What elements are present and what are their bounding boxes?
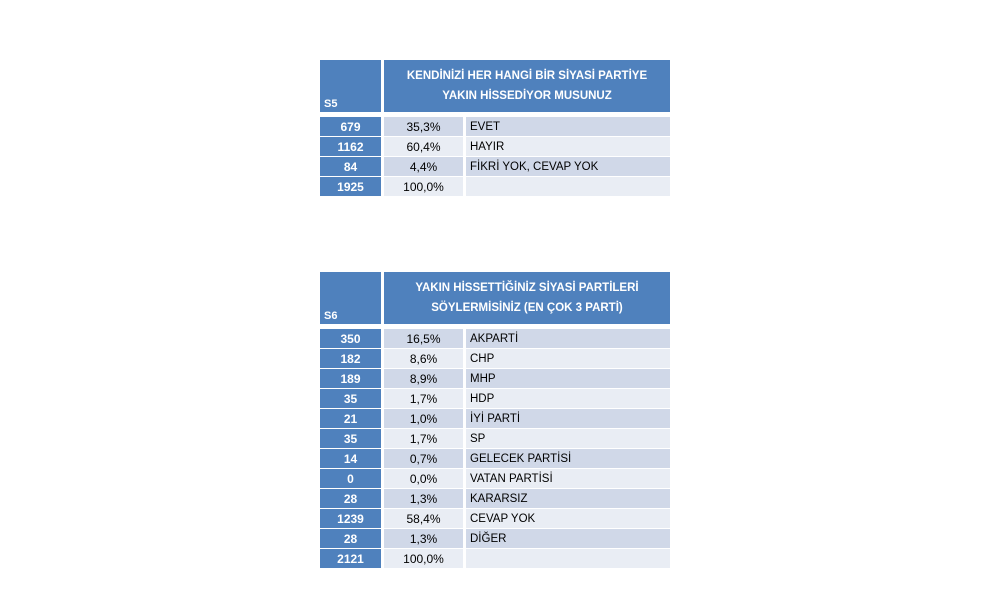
row-count: 189 <box>320 369 381 388</box>
row-label: CHP <box>466 349 670 368</box>
row-count: 1162 <box>320 137 381 156</box>
row-percent: 60,4% <box>384 137 463 156</box>
row-percent: 16,5% <box>384 329 463 348</box>
question-code: S5 <box>320 60 381 112</box>
table-row <box>320 489 670 508</box>
table-row <box>320 329 670 348</box>
row-label: İYİ PARTİ <box>466 409 670 428</box>
row-percent: 1,3% <box>384 529 463 548</box>
row-count: 84 <box>320 157 381 176</box>
row-label: EVET <box>466 117 670 136</box>
question-text: YAKIN HİSSETTİĞİNİZ SİYASİ PARTİLERİ SÖYLERMİSİNİZ (EN ÇOK 3 PARTİ) <box>384 272 670 324</box>
table-row <box>320 409 670 428</box>
row-percent: 8,6% <box>384 349 463 368</box>
row-count: 0 <box>320 469 381 488</box>
row-percent: 1,7% <box>384 389 463 408</box>
row-percent: 35,3% <box>384 117 463 136</box>
row-count: 350 <box>320 329 381 348</box>
row-percent: 100,0% <box>384 177 463 196</box>
row-count: 28 <box>320 529 381 548</box>
row-label: DİĞER <box>466 529 670 548</box>
row-label: HAYIR <box>466 137 670 156</box>
row-percent: 1,0% <box>384 409 463 428</box>
row-count: 1925 <box>320 177 381 196</box>
row-label: CEVAP YOK <box>466 509 670 528</box>
table-row <box>320 529 670 548</box>
row-count: 35 <box>320 389 381 408</box>
row-count: 1239 <box>320 509 381 528</box>
survey-table-s6 <box>320 272 670 569</box>
question-code: S6 <box>320 272 381 324</box>
row-label <box>466 177 670 196</box>
row-percent: 8,9% <box>384 369 463 388</box>
row-label: KARARSIZ <box>466 489 670 508</box>
row-label <box>466 549 670 568</box>
row-count: 28 <box>320 489 381 508</box>
row-percent: 100,0% <box>384 549 463 568</box>
row-label: GELECEK PARTİSİ <box>466 449 670 468</box>
table-row <box>320 509 670 528</box>
question-text: KENDİNİZİ HER HANGİ BİR SİYASİ PARTİYE YAKIN HİSSEDİYOR MUSUNUZ <box>384 60 670 112</box>
row-label: AKPARTİ <box>466 329 670 348</box>
table-row <box>320 117 670 136</box>
row-label: MHP <box>466 369 670 388</box>
row-label: SP <box>466 429 670 448</box>
table-row <box>320 449 670 468</box>
table-row <box>320 157 670 176</box>
table-header <box>320 60 670 112</box>
table-row <box>320 429 670 448</box>
table-row <box>320 389 670 408</box>
table-row <box>320 549 670 568</box>
row-count: 182 <box>320 349 381 368</box>
row-count: 2121 <box>320 549 381 568</box>
row-percent: 0,0% <box>384 469 463 488</box>
table-row <box>320 137 670 156</box>
row-percent: 1,3% <box>384 489 463 508</box>
row-label: FİKRİ YOK, CEVAP YOK <box>466 157 670 176</box>
row-count: 35 <box>320 429 381 448</box>
row-count: 679 <box>320 117 381 136</box>
row-percent: 0,7% <box>384 449 463 468</box>
row-percent: 4,4% <box>384 157 463 176</box>
row-percent: 1,7% <box>384 429 463 448</box>
row-label: VATAN PARTİSİ <box>466 469 670 488</box>
row-label: HDP <box>466 389 670 408</box>
table-header <box>320 272 670 324</box>
row-count: 14 <box>320 449 381 468</box>
table-row <box>320 369 670 388</box>
table-row <box>320 177 670 196</box>
row-percent: 58,4% <box>384 509 463 528</box>
table-row <box>320 349 670 368</box>
table-row <box>320 469 670 488</box>
table-rows <box>320 117 670 197</box>
survey-table-s5 <box>320 60 670 197</box>
table-rows <box>320 329 670 569</box>
row-count: 21 <box>320 409 381 428</box>
